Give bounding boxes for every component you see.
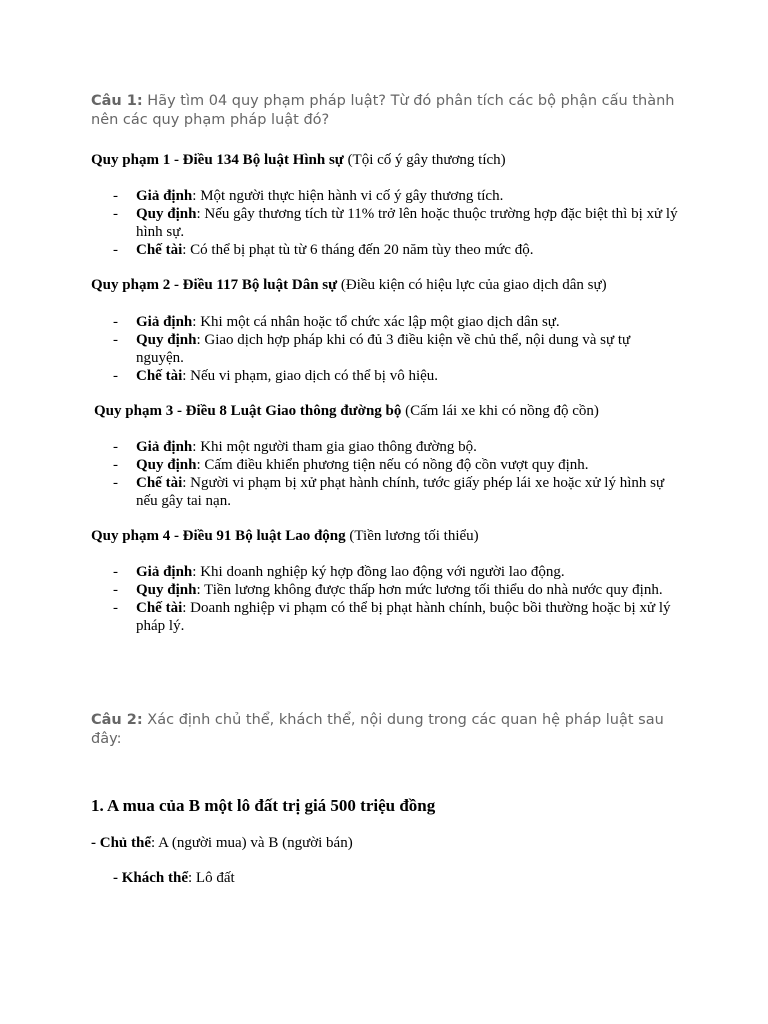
rule-2-list: [91, 313, 681, 385]
rule-1-title-bold: Quy phạm 1 - Điều 134 Bộ luật Hình sự: [91, 152, 344, 168]
rule-3-title-bold: Quy phạm 3 - Điều 8 Luật Giao thông đường bộ: [94, 403, 402, 419]
list-item: [91, 581, 681, 599]
list-item: [91, 599, 681, 635]
item-text: : Nếu vi phạm, giao dịch có thể bị vô hiệu.: [182, 368, 439, 384]
item-term: Chế tài: [136, 368, 183, 384]
rule-4-title-rest: (Tiền lương tối thiểu): [349, 528, 479, 544]
item-text: : Một người thực hiện hành vi cố ý gây thương tích.: [192, 188, 504, 204]
dash-marker: -: [113, 332, 118, 348]
item-term: Quy định: [136, 206, 197, 222]
item-term: Quy định: [136, 582, 197, 598]
question-1-label: Câu 1:: [91, 93, 143, 109]
item-term: Giả định: [136, 188, 193, 204]
dash-marker: -: [113, 582, 118, 598]
item-term: Chế tài: [136, 600, 183, 616]
list-item: [91, 563, 681, 581]
item-text: : Khi doanh nghiệp ký hợp đồng lao động với người lao động.: [192, 564, 565, 580]
item-term: Chế tài: [136, 475, 183, 491]
item-term: Giả định: [136, 439, 193, 455]
question-2-text: Xác định chủ thể, khách thể, nội dung trong các quan hệ pháp luật sau đây:: [91, 712, 664, 747]
dash-marker: -: [113, 314, 118, 330]
list-item: [91, 205, 681, 241]
rule-4-title: [91, 527, 711, 546]
list-item: [91, 187, 681, 205]
case-1-heading: 1. A mua của B một lô đất trị giá 500 triệu đồng: [91, 796, 436, 815]
dash-marker: -: [113, 206, 118, 222]
item-term: Giả định: [136, 564, 193, 580]
rule-2-title-bold: Quy phạm 2 - Điều 117 Bộ luật Dân sự: [91, 277, 338, 293]
item-text: : Giao dịch hợp pháp khi có đủ 3 điều kiện về chủ thể, nội dung và sự tự nguyện.: [136, 332, 631, 366]
list-item: [91, 474, 681, 510]
rule-1-title-rest: (Tội cố ý gây thương tích): [347, 152, 506, 168]
item-text: : Khi một người tham gia giao thông đường bộ.: [192, 439, 477, 455]
dash-marker: -: [113, 188, 118, 204]
list-item: [91, 241, 681, 259]
dash-marker: -: [113, 242, 118, 258]
item-term: Quy định: [136, 457, 197, 473]
object-text: : Lô đất: [188, 870, 235, 886]
question-1-heading: [91, 92, 691, 130]
question-2-label: Câu 2:: [91, 712, 143, 728]
item-text: : Cấm điều khiển phương tiện nếu có nồng độ cồn vượt quy định.: [196, 457, 589, 473]
item-term: Quy định: [136, 332, 197, 348]
list-item: [91, 331, 681, 367]
rule-2-title: [91, 276, 711, 295]
list-item: [91, 313, 681, 331]
item-text: : Doanh nghiệp vi phạm có thể bị phạt hành chính, buộc bồi thường hoặc bị xử lý pháp lý.: [136, 600, 671, 634]
item-term: Chế tài: [136, 242, 183, 258]
question-1-text: Hãy tìm 04 quy phạm pháp luật? Từ đó phân tích các bộ phận cấu thành nên các quy phạm pháp luật đó?: [91, 93, 675, 128]
dash-marker: -: [113, 600, 118, 616]
list-item: [91, 438, 681, 456]
item-text: : Nếu gây thương tích từ 11% trở lên hoặc thuộc trường hợp đặc biệt thì bị xử lý hình sự.: [136, 206, 678, 240]
dash-marker: -: [113, 368, 118, 384]
rule-3-title-rest: (Cấm lái xe khi có nồng độ cồn): [405, 403, 599, 419]
rule-4-list: [91, 563, 681, 635]
list-item: [91, 367, 681, 385]
subject-text: : A (người mua) và B (người bán): [151, 835, 353, 851]
rule-3-list: [91, 438, 681, 510]
rule-3-title: [94, 402, 714, 421]
dash-marker: -: [113, 457, 118, 473]
question-2-heading: [91, 711, 691, 749]
subject-label: - Chủ thể: [91, 835, 152, 851]
rule-1-list: [91, 187, 681, 259]
item-text: : Có thể bị phạt tù từ 6 tháng đến 20 năm tùy theo mức độ.: [182, 242, 534, 258]
rule-1-title: [91, 151, 711, 170]
rule-2-title-rest: (Điều kiện có hiệu lực của giao dịch dân sự): [340, 277, 607, 293]
item-text: : Khi một cá nhân hoặc tổ chức xác lập một giao dịch dân sự.: [192, 314, 560, 330]
item-text: : Tiền lương không được thấp hơn mức lương tối thiểu do nhà nước quy định.: [196, 582, 663, 598]
list-item: [91, 456, 681, 474]
dash-marker: -: [113, 564, 118, 580]
item-term: Giả định: [136, 314, 193, 330]
rule-4-title-bold: Quy phạm 4 - Điều 91 Bộ luật Lao động: [91, 528, 346, 544]
case-1-subject-line: [91, 834, 353, 853]
dash-marker: -: [113, 439, 118, 455]
object-label: - Khách thể: [113, 870, 188, 886]
item-text: : Người vi phạm bị xử phạt hành chính, tước giấy phép lái xe hoặc xử lý hình sự nếu gây tai nạn.: [136, 475, 665, 509]
dash-marker: -: [113, 475, 118, 491]
case-1-object-line: [113, 869, 235, 888]
